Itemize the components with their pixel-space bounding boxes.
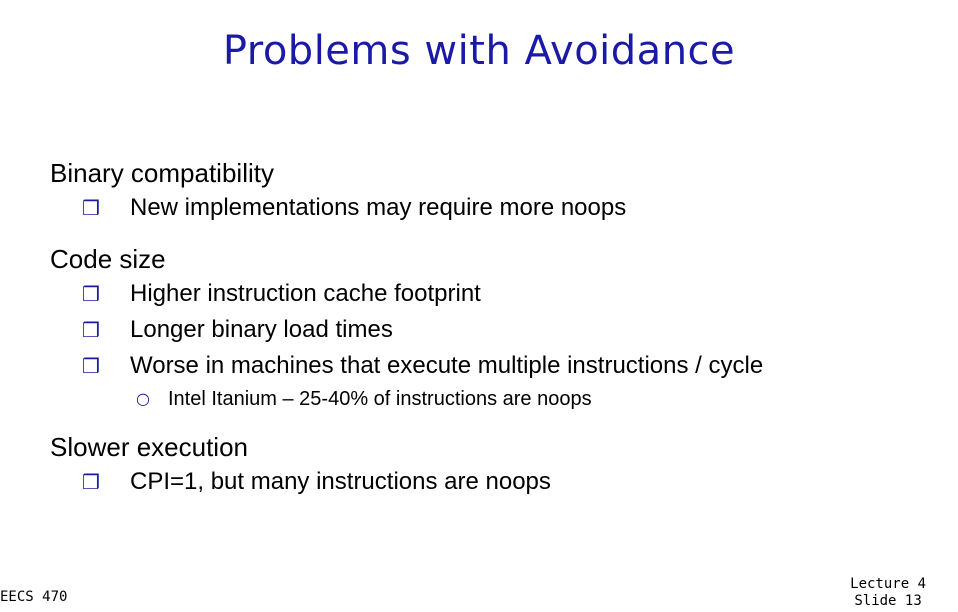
- sub-sub-bullet: [50, 384, 930, 414]
- bullet-list: [50, 156, 930, 500]
- slide-info: [850, 576, 926, 610]
- square-bullet-icon: ❒: [82, 470, 100, 494]
- course-label: EECS 470: [0, 589, 68, 605]
- bullet-binary-compatibility: Binary compatibility: [50, 158, 274, 188]
- slide-number: Slide 13: [854, 593, 922, 609]
- sub-bullet: [50, 348, 930, 384]
- lecture-number: Lecture 4: [850, 576, 926, 592]
- sub-bullet: [50, 464, 930, 500]
- sub-bullet-text: Longer binary load times: [130, 316, 393, 343]
- square-bullet-icon: ❒: [82, 196, 100, 220]
- square-bullet-icon: ❒: [82, 354, 100, 378]
- circle-bullet-icon: ○: [136, 389, 150, 408]
- square-bullet-icon: ❒: [82, 282, 100, 306]
- sub-bullet-text: Worse in machines that execute multiple instructions / cycle: [130, 352, 764, 379]
- square-bullet-icon: ❒: [82, 318, 100, 342]
- sub-bullet-text: New implementations may require more noops: [130, 194, 627, 221]
- slide-title: Problems with Avoidance: [222, 28, 736, 74]
- bullet-slower-execution: Slower execution: [50, 432, 248, 462]
- sub-bullet-text: CPI=1, but many instructions are noops: [130, 468, 551, 495]
- sub-bullet: [50, 312, 930, 348]
- sub-bullet: [50, 276, 930, 312]
- sub-sub-bullet-text: Intel Itanium – 25-40% of instructions are noops: [168, 388, 592, 410]
- sub-bullet: [50, 190, 930, 226]
- bullet-code-size: Code size: [50, 244, 166, 274]
- sub-bullet-text: Higher instruction cache footprint: [130, 280, 481, 307]
